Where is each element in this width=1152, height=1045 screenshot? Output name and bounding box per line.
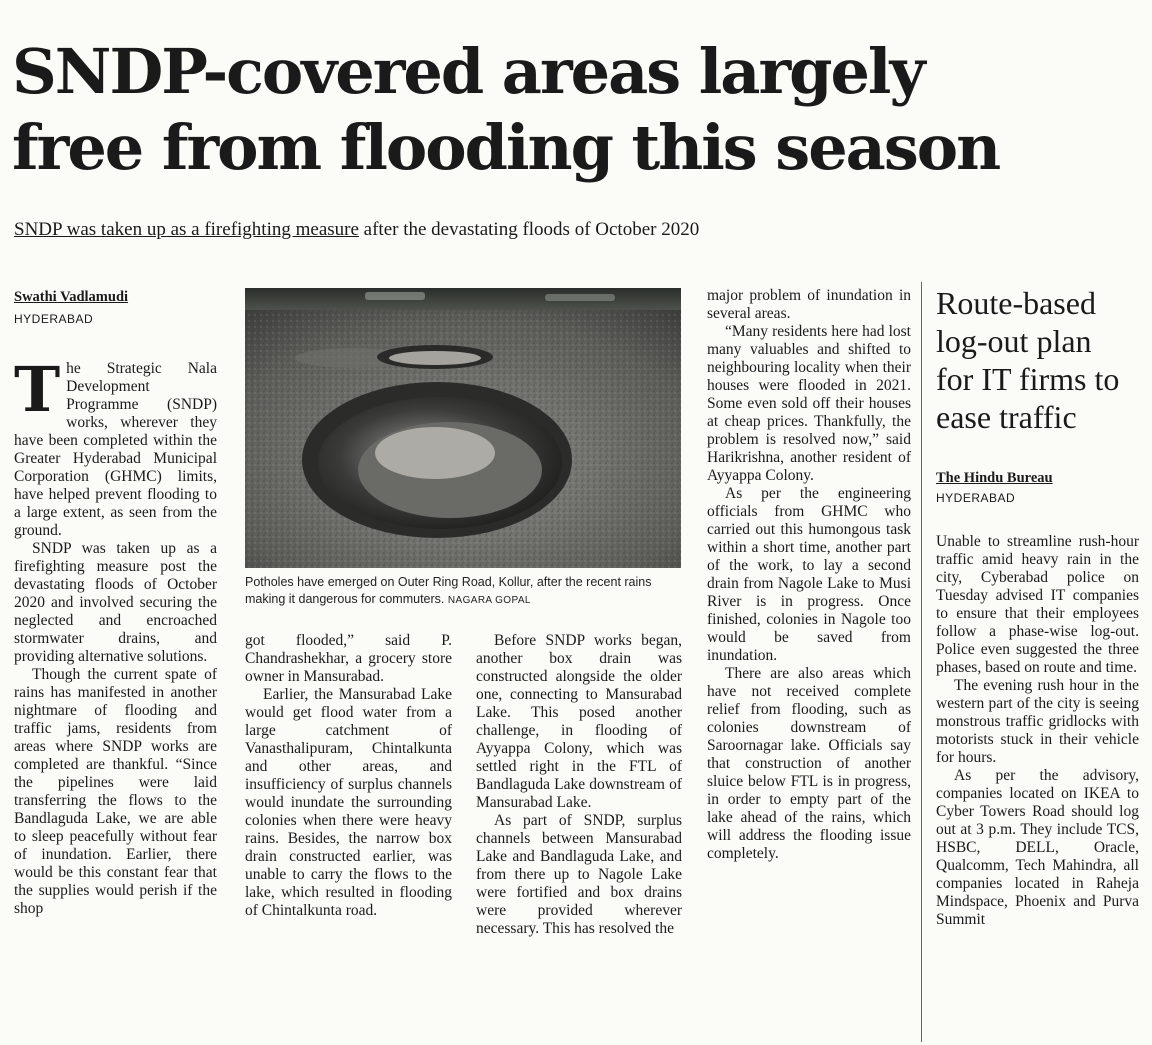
article-column-1 — [14, 288, 217, 918]
sidebar-paragraph: As per the advisory, companies located on IKEA to Cyber Towers Road should log out at 3 p.m. They include TCS, HSBC, DELL, Oracle, Qualcomm, Tech Mahindra, all companies located in Raheja Mindspace, Phoenix and Purva Summit — [936, 767, 1139, 928]
sidebar-article — [936, 533, 1139, 1043]
headline-line-2: free from flooding this season — [12, 110, 1000, 184]
dateline: HYDERABAD — [14, 312, 94, 326]
article-paragraph: Earlier, the Mansurabad Lake would get flood water from a large catchment of Vanasthalipuram, Chintalkunta and other areas, and insufficiency of surplus channels would inundate the surrounding colonies when there were heavy rains. Besides, the narrow box drain constructed earlier, was unable to carry the flows to the lake, which resulted in flooding of Chintalkunta road. — [245, 686, 452, 919]
sidebar-divider — [921, 282, 922, 1042]
article-paragraph: SNDP was taken up as a firefighting measure post the devastating floods of October 2020 and involved securing the neglected and encroached stormwater drains, and providing alternative solutions. — [14, 540, 217, 665]
road-image — [245, 288, 681, 568]
strapline — [14, 219, 1134, 241]
author-byline: Swathi Vadlamudi — [14, 289, 129, 305]
caption-text: Potholes have emerged on Outer Ring Road, Kollur, after the recent rains making it dangerous for commuters. — [245, 575, 652, 606]
article-paragraph: Though the current spate of rains has manifested in another nightmare of flooding and traffic jams, residents from areas where SNDP works are completed are thankful. “Since the pipelines were laid transferring the flows to the Bandlaguda Lake, we are able to sleep peacefully without fear of inundation. Earlier, there would be this constant fear that the supplies would perish if the shop — [14, 666, 217, 917]
article-paragraph: As part of SNDP, surplus channels between Mansurabad Lake and Bandlaguda Lake, and from there up to Nagole Lake were fortified and box drains were provided wherever necessary. This has resolved the — [476, 812, 682, 937]
article-column-3 — [476, 632, 682, 938]
sidebar-byline — [936, 470, 1136, 505]
article-paragraph: Before SNDP works began, another box drain was constructed alongside the older one, connecting to Mansurabad Lake. This posed another challenge, in flooding of Ayyappa Colony, which was settled right in the FTL of Bandlaguda Lake downstream of Mansurabad Lake. — [476, 632, 682, 811]
article-column-4 — [707, 287, 911, 863]
article-paragraph: major problem of inundation in several areas. — [707, 287, 911, 322]
sidebar-author: The Hindu Bureau — [936, 470, 1053, 486]
headline — [12, 34, 1132, 185]
article-paragraph: “Many residents here had lost many valuables and shifted to neighbouring locality when their houses were flooded in 2021. Some even sold off their houses at cheap prices. Thankfully, the problem is resolved now,” said Harikrishna, another resident of Ayyappa Colony. — [707, 323, 911, 484]
photo-caption — [245, 574, 685, 609]
drop-cap: T — [14, 353, 61, 426]
sidebar-paragraph: Unable to streamline rush-hour traffic amid heavy rain in the city, Cyberabad police on Tuesday advised IT companies to ensure that their employees follow a phase-wise log-out. Police even suggested the three phases, based on route and time. — [936, 533, 1139, 676]
sidebar-headline: Route-based log-out plan for IT firms to ease traffic — [936, 285, 1120, 435]
sidebar-paragraph: The evening rush hour in the western part of the city is seeing monstrous traffic gridlocks with motorists stuck in their vehicle for hours. — [936, 677, 1139, 766]
headline-line-1: SNDP-covered areas largely — [12, 35, 924, 108]
pothole-photo — [245, 288, 681, 568]
strapline-underlined: SNDP was taken up as a firefighting measure — [14, 219, 359, 240]
sidebar-dateline: HYDERABAD — [936, 491, 1016, 505]
strapline-rest: after the devastating floods of October 2020 — [358, 219, 700, 240]
article-paragraph: got flooded,” said P. Chandrashekhar, a grocery store owner in Mansurabad. — [245, 632, 452, 685]
article-column-2 — [245, 632, 452, 920]
article-paragraph: The Strategic Nala Development Programme (SNDP) works, wherever they have been completed within the Greater Hyderabad Municipal Corporation (GHMC) limits, have helped prevent flooding to a large extent, as seen from the ground. — [14, 353, 217, 539]
photo-credit: NAGARA GOPAL — [447, 595, 531, 606]
article-paragraph: There are also areas which have not received complete relief from flooding, such as colonies downstream of Saroornagar lake. Officials say that construction of another sluice below FTL is in progress, in order to empty part of the lake ahead of the rains, which will address the flooding issue completely. — [707, 665, 911, 862]
article-paragraph: As per the engineering officials from GHMC who carried out this humongous task within a short time, another part of the work, to lay a second drain from Nagole Lake to Musi River is in progress. Once finished, colonies in Nagole too would be saved from inundation. — [707, 485, 911, 664]
